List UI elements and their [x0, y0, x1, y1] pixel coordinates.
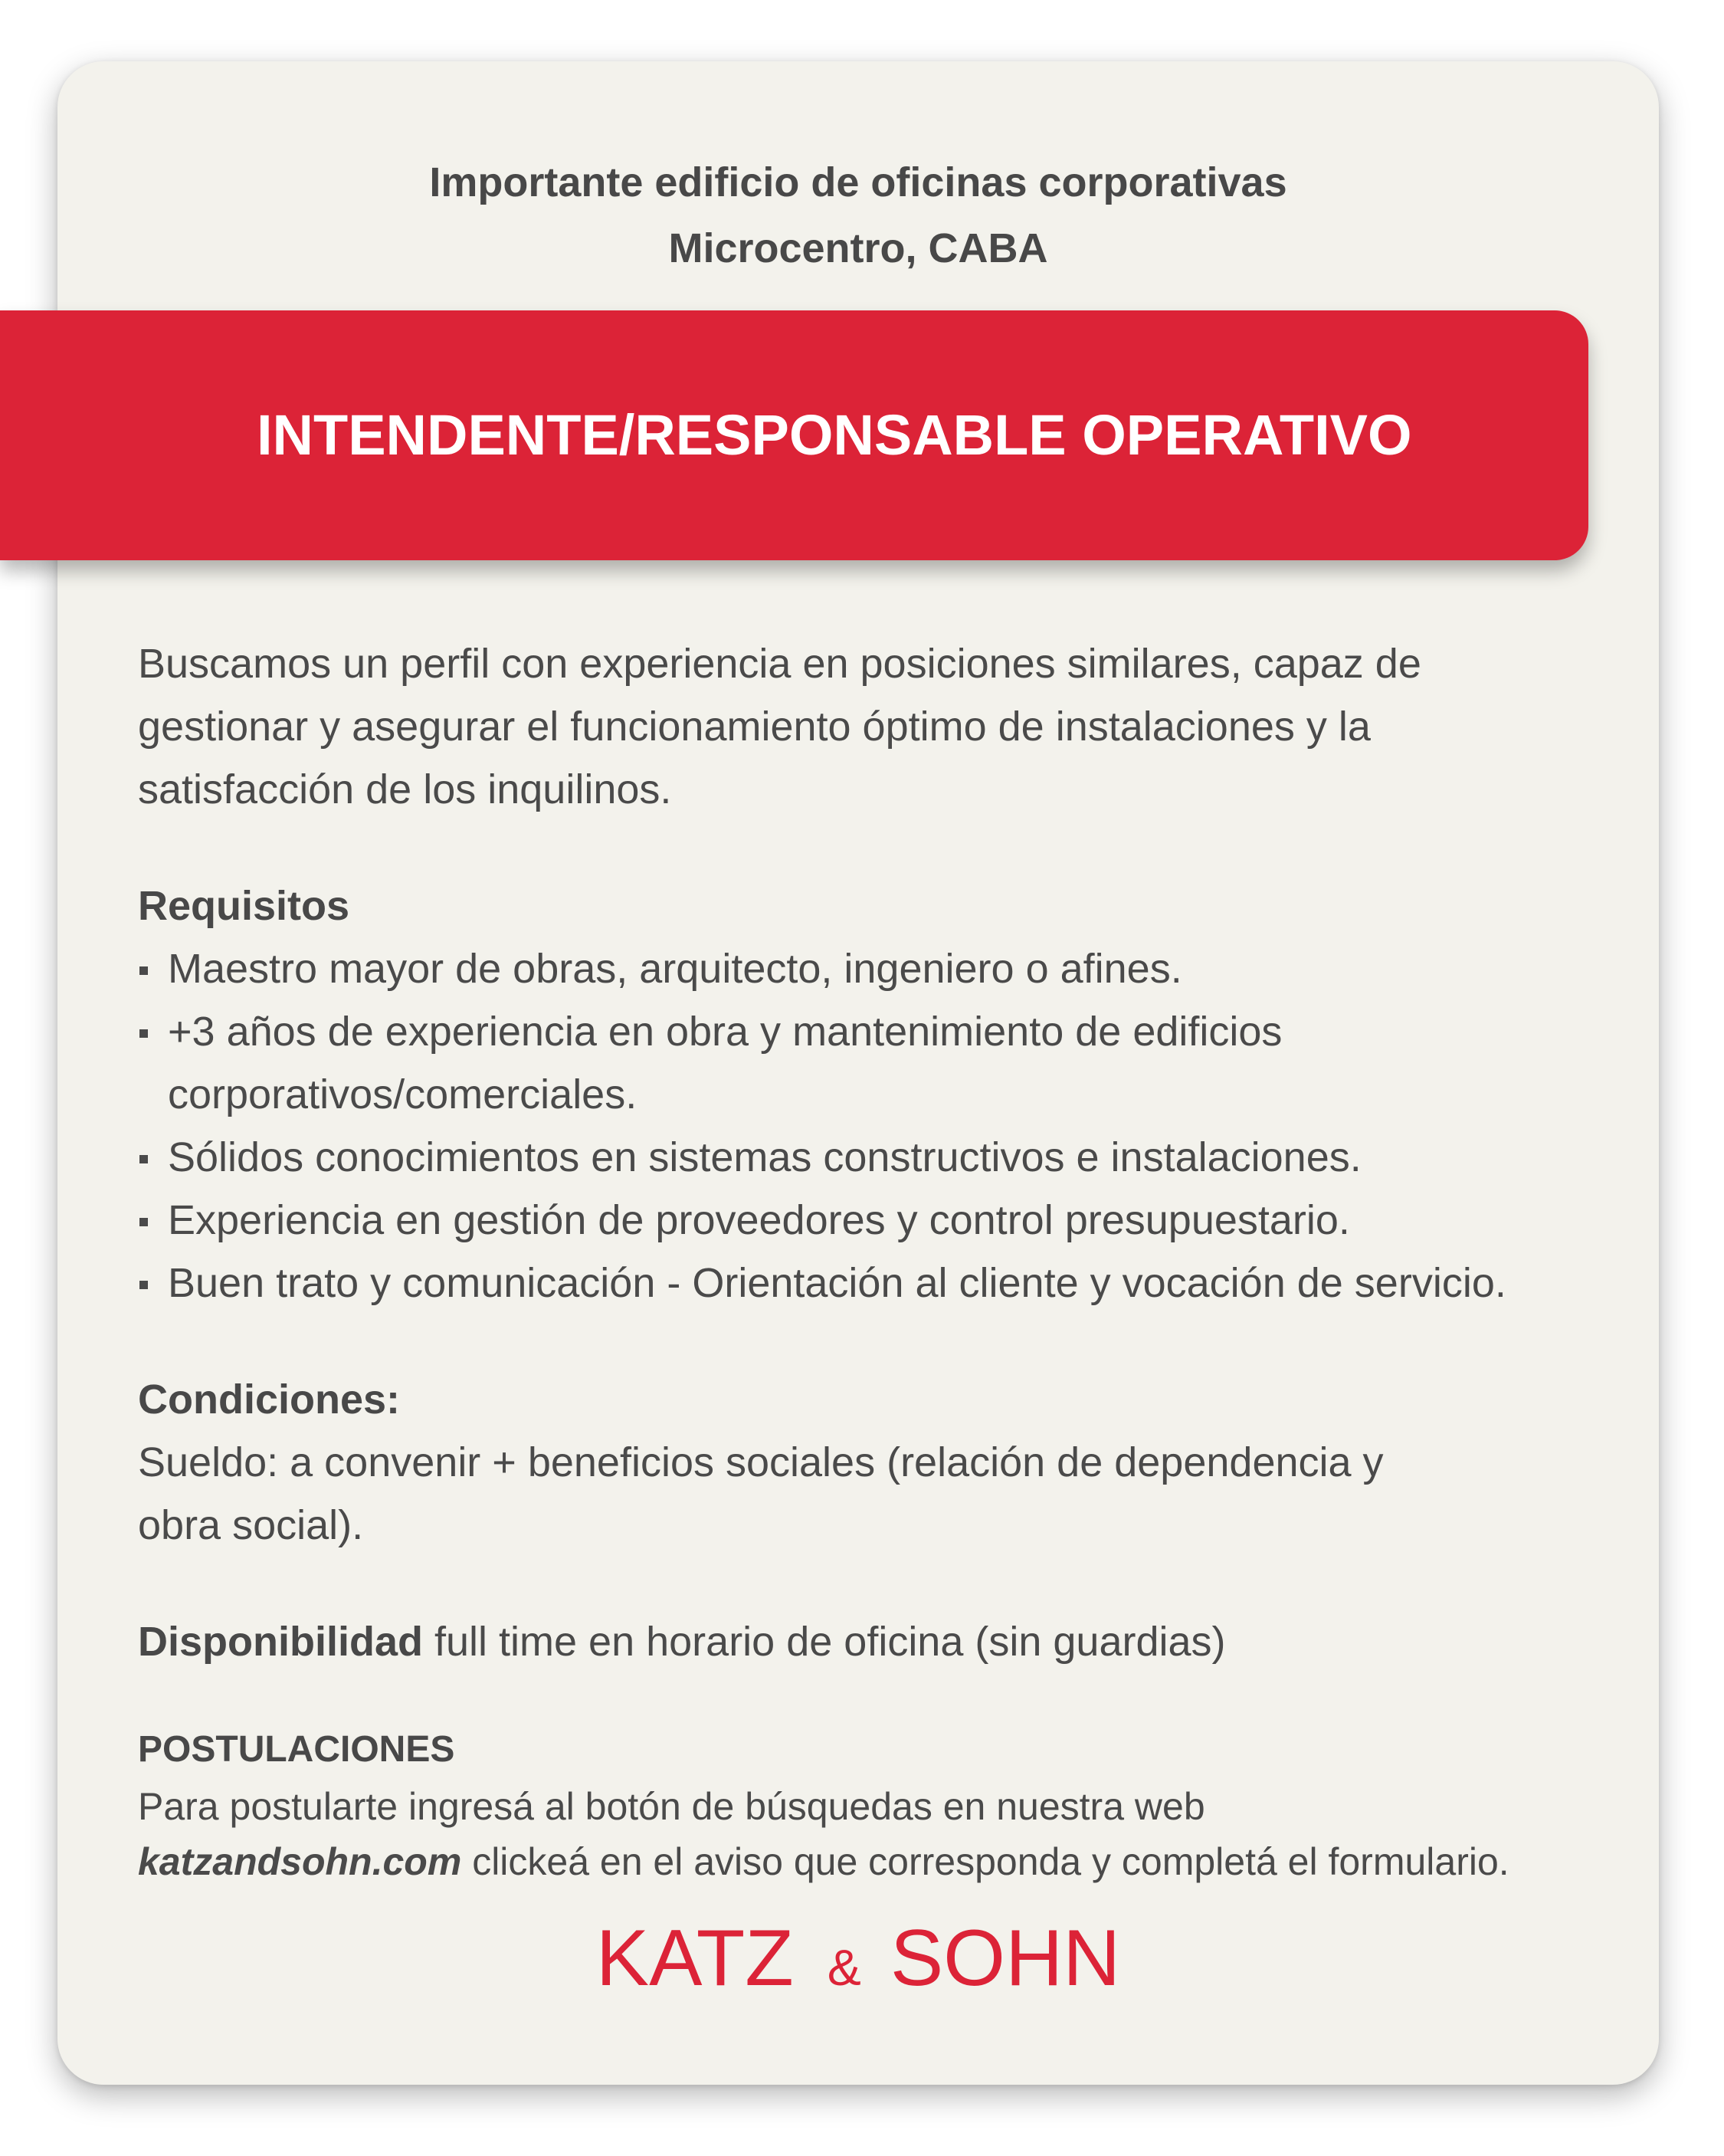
postulaciones-line-2: clickeá en el aviso que corresponda y completá el formulario.	[461, 1840, 1509, 1883]
disponibilidad-text	[138, 1610, 1594, 1673]
bullet-square-icon	[139, 966, 148, 975]
bullet-square-icon	[139, 1281, 148, 1289]
requisitos-title: Requisitos	[138, 883, 350, 929]
requisitos-list	[138, 937, 1594, 1314]
disponibilidad-label: Disponibilidad	[138, 1619, 423, 1665]
intro-line-3: satisfacción de los inquilinos.	[138, 766, 672, 812]
bullet-square-icon	[139, 1029, 148, 1038]
spacer	[138, 1673, 1594, 1721]
job-title: INTENDENTE/RESPONSABLE OPERATIVO	[257, 403, 1412, 467]
list-item	[138, 937, 1594, 1000]
condiciones-line-2: obra social).	[138, 1502, 364, 1548]
katz-sohn-logo	[57, 1908, 1659, 2017]
condiciones-title: Condiciones:	[138, 1377, 401, 1423]
list-item	[138, 1000, 1594, 1126]
condiciones-text	[138, 1431, 1594, 1557]
bullet-square-icon	[139, 1155, 148, 1163]
logo-part-2: SOHN	[890, 1914, 1121, 2003]
postulaciones-title: POSTULACIONES	[138, 1729, 455, 1770]
list-item-text: Sólidos conocimientos en sistemas constructivos e instalaciones.	[168, 1134, 1362, 1180]
spacer	[138, 1557, 1594, 1610]
postulaciones-line-1: Para postularte ingresá al botón de búsquedas en nuestra web	[138, 1785, 1205, 1828]
ad-header	[57, 149, 1659, 281]
spacer	[138, 1314, 1594, 1368]
website-link[interactable]: katzandsohn.com	[138, 1840, 462, 1883]
list-item	[138, 1189, 1594, 1252]
postulaciones-text	[138, 1779, 1594, 1889]
list-item-text: corporativos/comerciales.	[168, 1071, 637, 1117]
disponibilidad-detail: full time en horario de oficina (sin guardias)	[423, 1619, 1226, 1665]
ad-content	[138, 632, 1594, 1889]
condiciones-line-1: Sueldo: a convenir + beneficios sociales (relación de dependencia y	[138, 1439, 1384, 1485]
header-line-1: Importante edificio de oficinas corporativas	[429, 159, 1287, 205]
intro-paragraph	[138, 632, 1594, 821]
list-item-text: +3 años de experiencia en obra y mantenimiento de edificios	[168, 1009, 1283, 1055]
list-item-text: Maestro mayor de obras, arquitecto, ingeniero o afines.	[168, 946, 1182, 992]
list-item	[138, 1126, 1594, 1189]
list-item-text: Buen trato y comunicación - Orientación al cliente y vocación de servicio.	[168, 1260, 1506, 1306]
header-line-2: Microcentro, CABA	[668, 225, 1048, 271]
bullet-square-icon	[139, 1218, 148, 1226]
intro-line-1: Buscamos un perfil con experiencia en posiciones similares, capaz de	[138, 641, 1421, 687]
list-item	[138, 1252, 1594, 1314]
list-item-text: Experiencia en gestión de proveedores y control presupuestario.	[168, 1197, 1350, 1243]
logo-ampersand: &	[827, 1939, 861, 1996]
intro-line-2: gestionar y asegurar el funcionamiento óptimo de instalaciones y la	[138, 704, 1371, 750]
logo-part-1: KATZ	[595, 1914, 794, 2003]
job-title-banner	[0, 310, 1588, 560]
